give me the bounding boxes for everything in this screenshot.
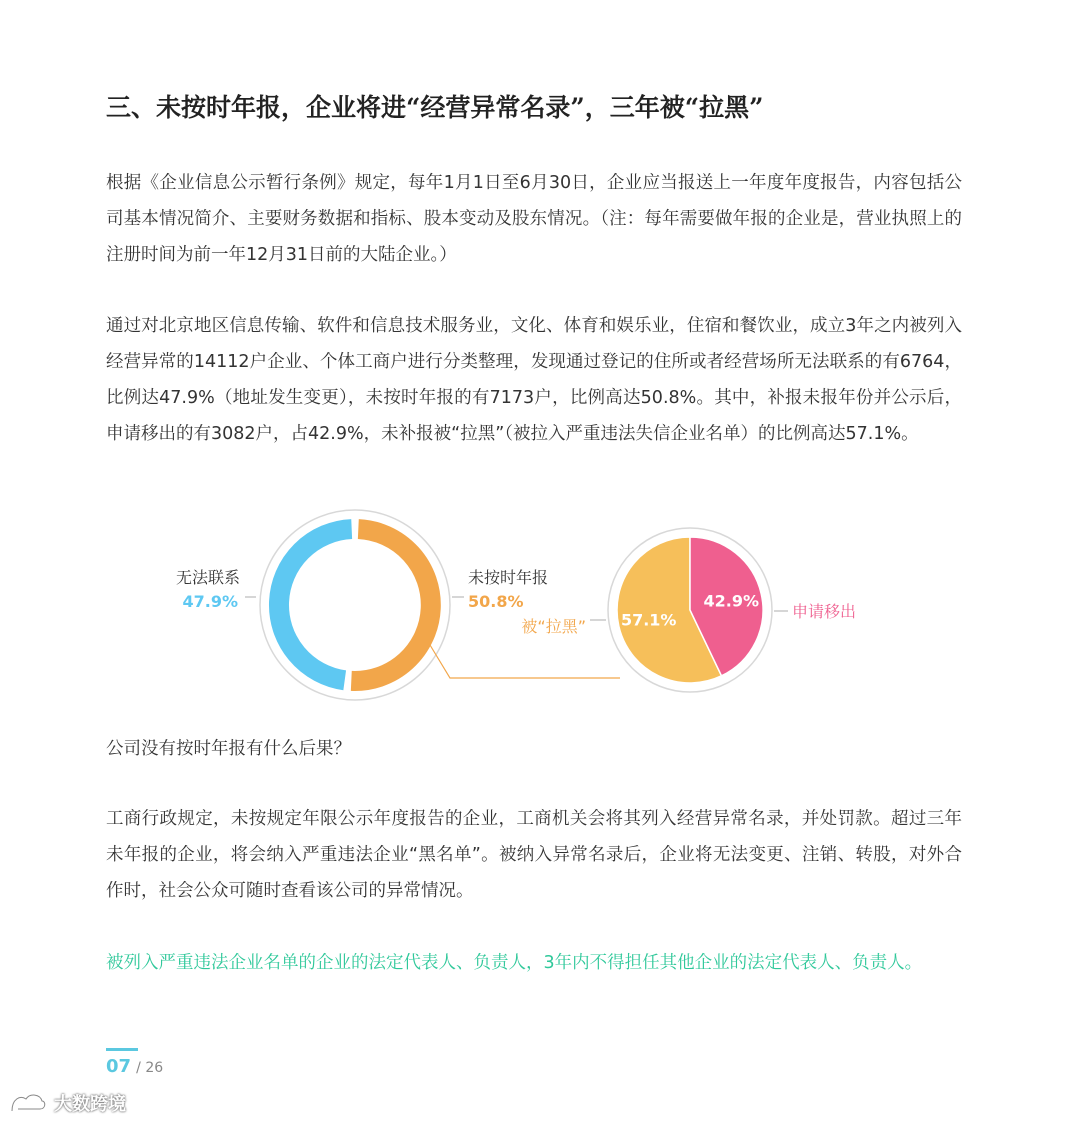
paragraph-statistics: 通过对北京地区信息传输、软件和信息技术服务业，文化、体育和娱乐业，住宿和餐饮业，成立3年之内被列入经营异常的14112户企业、个体工商户进行分类整理，发现通过登记的住所或者经营场所无法联系的有6764，比例达47.9%（地址发生变更），未按时年报的有7173户，比例高达50.8%。其中，补报未报年份并公示后，申请移出的有3082户，占42.9%，未补报被“拉黑”（被拉入严重违法失信企业名单）的比例高达57.1%。 [106,316,962,444]
paragraph-penalties: 工商行政规定，未按规定年限公示年度报告的企业，工商机关会将其列入经营异常名录，并处罚款。超过三年未年报的企业，将会纳入严重违法企业“黑名单”。被纳入异常名录后，企业将无法变更、注销、转股，对外合作时，社会公众可随时查看该公司的异常情况。 [106,809,962,901]
paragraph-highlight: 被列入严重违法企业名单的企业的法定代表人、负责人，3年内不得担任其他企业的法定代表人、负责人。 [106,953,923,973]
donut-segment-lost-contact [279,529,352,680]
connector-line [430,645,620,678]
label-late-report: 未按时年报 [468,568,549,587]
page-indicator [106,1048,163,1077]
donut-chart-contact-vs-report [260,510,450,700]
page-total: / 26 [136,1060,164,1076]
donut-segment-late-report [351,529,431,681]
page-indicator-bar [106,1048,138,1051]
value-late-report: 50.8% [468,592,524,611]
section-heading: 三、未按时年报，企业将进“经营异常名录”，三年被“拉黑” [106,93,764,122]
pie-value-removed: 42.9% [703,591,760,611]
anomaly-ratio-chart [150,505,930,705]
watermark [8,1090,126,1116]
pie-value-blacklisted: 57.1% [620,610,677,630]
label-blacklisted: 被“拉黑” [521,617,586,636]
watermark-text: 大数跨境 [54,1094,126,1115]
paragraph-question: 公司没有按时年报有什么后果？ [106,739,351,759]
value-lost-contact: 47.9% [182,592,238,611]
label-lost-contact: 无法联系 [175,568,240,587]
page-current: 07 [106,1056,132,1077]
paragraph-regulation: 根据《企业信息公示暂行条例》规定，每年1月1日至6月30日，企业应当报送上一年度年度报告，内容包括公司基本情况简介、主要财务数据和指标、股本变动及股东情况。（注：每年需要做年报的企业是，营业执照上的注册时间为前一年12月31日前的大陆企业。） [106,173,962,265]
brand-logo-icon [8,1091,48,1115]
label-removed: 申请移出 [792,602,857,621]
